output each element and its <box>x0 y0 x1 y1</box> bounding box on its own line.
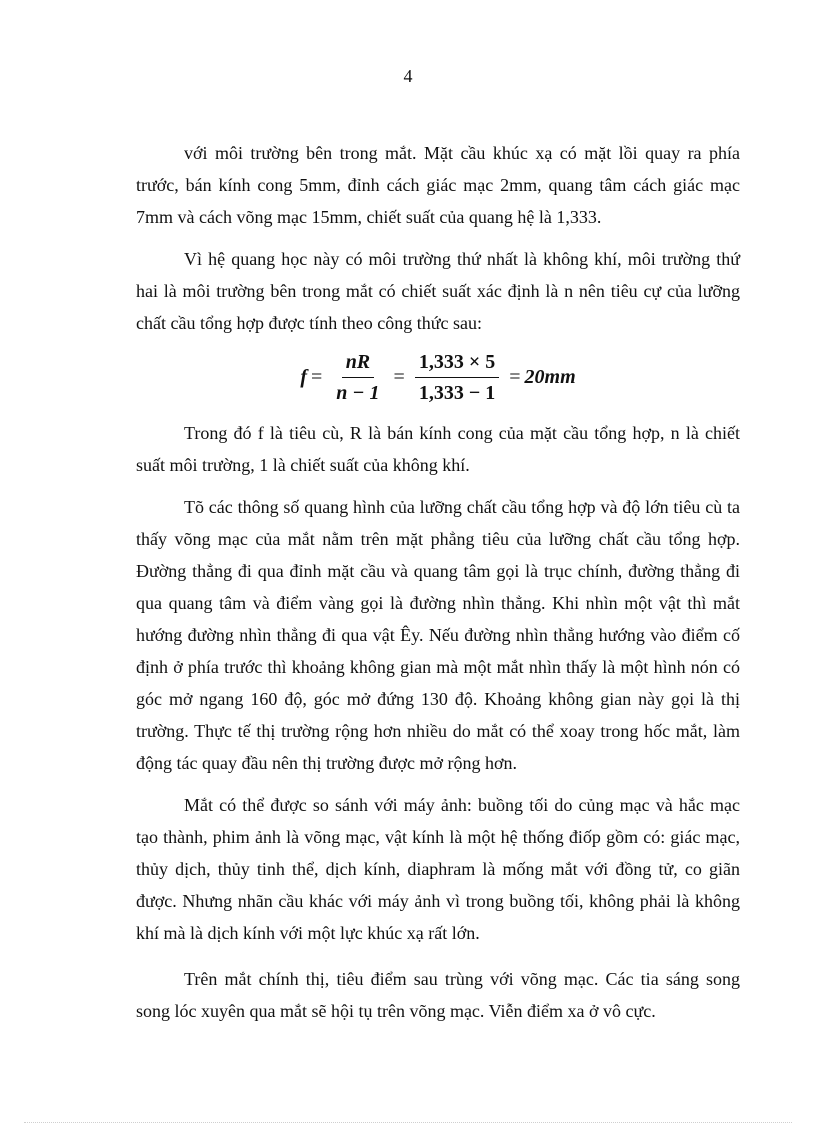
paragraph-6: Trên mắt chính thị, tiêu điểm sau trùng với võng mạc. Các tia sáng song song lóc xuyên qua mắt sẽ hội tụ trên võng mạc. Viễn điểm xa ở vô cực. <box>136 969 740 1021</box>
formula-lhs: f <box>300 366 308 388</box>
fraction-2-numerator: 1,333 × 5 <box>415 349 499 378</box>
paragraph-4: Tõ các thông số quang hình của lưỡng chất cầu tổng hợp và độ lớn tiêu cù ta thấy võng mạc của mắt nằm trên mặt phẳng tiêu của lưỡng chất cầu tổng hợp. Đường thẳng đi qua đỉnh mặt cầu và quang tâm gọi là trục chính, đường thẳng đi qua quang tâm và điểm vàng gọi là đường nhìn thẳng. Khi nhìn một vật thì mắt hướng đường nhìn thẳng đi qua vật Êy. Nếu đường nhìn thẳng hướng vào điểm cố định ở phía trước thì khoảng không gian mà một mắt nhìn thấy là một hình nón có góc mở ngang 160 độ, góc mở đứng 130 độ. Khoảng không gian này gọi là thị trường. Thực tế thị trường rộng hơn nhiều do mắt có thể xoay trong hốc mắt, làm động tác quay đầu nên thị trường được mở rộng hơn. <box>136 497 740 773</box>
formula-fraction-2 <box>415 349 499 406</box>
fraction-2-denominator: 1,333 − 1 <box>418 381 496 404</box>
paragraph-3: Trong đó f là tiêu cù, R là bán kính cong của mặt cầu tổng hợp, n là chiết suất môi trường, 1 là chiết suất của không khí. <box>136 423 740 475</box>
formula-equals-1: = <box>311 366 323 388</box>
formula-equals-3: = <box>509 366 521 388</box>
fraction-1-denominator: n − 1 <box>336 381 380 404</box>
paragraph-5: Mắt có thể được so sánh với máy ảnh: buồng tối do củng mạc và hắc mạc tạo thành, phim ảnh là võng mạc, vật kính là một hệ thống điốp gồm có: giác mạc, thủy dịch, thủy tinh thể, dịch kính, diaphram là mống mắt với đồng tử, co giãn được. Nhưng nhãn cầu khác với máy ảnh vì trong buồng tối, không phải là không khí mà là dịch kính với một lực khúc xạ rất lớn. <box>136 795 740 943</box>
page-number: 4 <box>403 66 413 86</box>
formula-fraction-1 <box>332 349 383 406</box>
document-body <box>136 137 740 1027</box>
formula-equals-2: = <box>393 366 405 388</box>
focal-length-formula <box>136 345 740 409</box>
formula-result: 20mm <box>524 366 576 388</box>
paragraph-1: với môi trường bên trong mắt. Mặt cầu khúc xạ có mặt lồi quay ra phía trước, bán kính cong 5mm, đỉnh cách giác mạc 2mm, quang tâm cách giác mạc 7mm và cách võng mạc 15mm, chiết suất của quang hệ là 1,333. <box>136 143 740 227</box>
paragraph-2: Vì hệ quang học này có môi trường thứ nhất là không khí, môi trường thứ hai là môi trường bên trong mắt có chiết suất xác định là n nên tiêu cự của lưỡng chất cầu tổng hợp được tính theo công thức sau: <box>136 249 740 333</box>
fraction-1-numerator: nR <box>342 349 374 378</box>
